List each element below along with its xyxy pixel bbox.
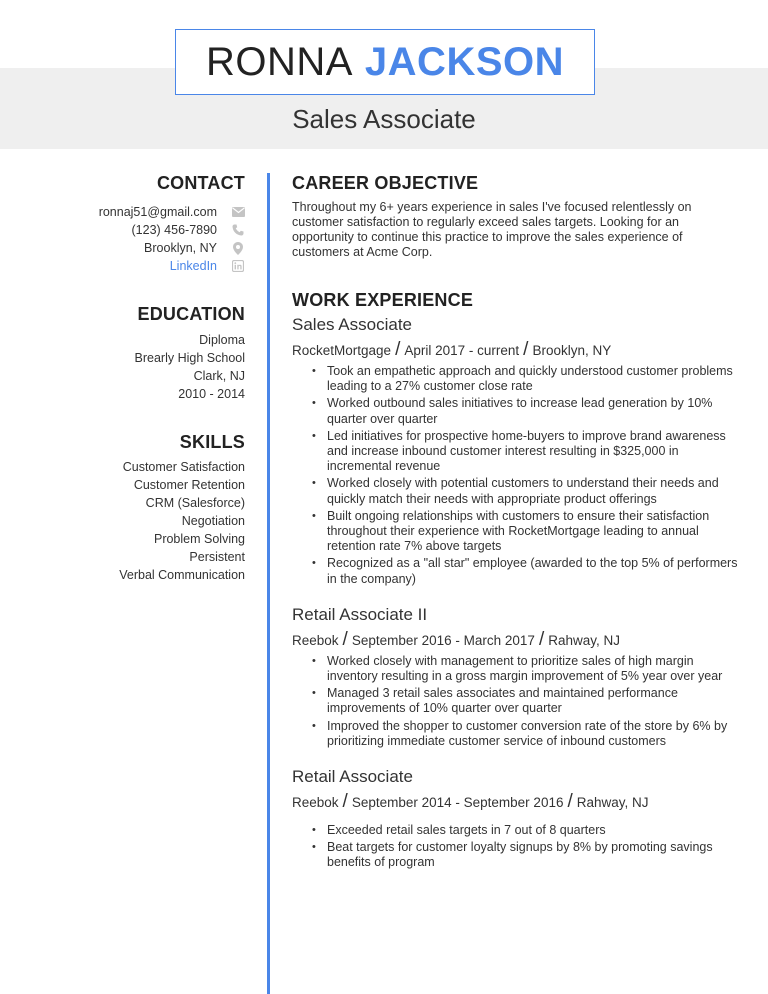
job-entry xyxy=(292,767,742,871)
job-title: Retail Associate II xyxy=(292,604,428,624)
objective-heading: CAREER OBJECTIVE xyxy=(292,173,479,193)
experience-heading: WORK EXPERIENCE xyxy=(292,290,474,310)
contact-location: Brooklyn, NY xyxy=(144,241,217,255)
bullet-item: • Worked closely with potential customers to understand their needs and quickly match their needs with appropriate product offerings xyxy=(292,476,742,506)
contact-heading: CONTACT xyxy=(156,173,245,193)
bullet-item: • Improved the shopper to customer conversion rate of the store by 6% by prioritizing immediate customer service of inbound customers xyxy=(292,719,742,749)
education-location: Clark, NJ xyxy=(193,369,245,383)
right-column xyxy=(292,173,742,873)
job-location: Brooklyn, NY xyxy=(532,343,612,358)
bullet-item: • Built ongoing relationships with customers to ensure their satisfaction throughout their experience with RocketMortgage leading to annual retention rate 7% above targets xyxy=(292,509,742,555)
job-bullets xyxy=(292,654,742,749)
bullet-item: • Worked closely with management to prioritize sales of high margin inventory resulting in a gross margin improvement of 5% year over year xyxy=(292,654,742,684)
contact-email[interactable]: ronnaj51@gmail.com xyxy=(98,205,217,219)
contact-phone[interactable]: (123) 456-7890 xyxy=(131,223,217,237)
job-dates: April 2017 - current xyxy=(404,343,520,358)
education-degree: Diploma xyxy=(199,333,245,347)
job-location: Rahway, NJ xyxy=(548,632,620,648)
meta-separator: / xyxy=(538,628,545,650)
contact-location-row xyxy=(0,239,245,257)
job-company: Reebok xyxy=(292,632,339,648)
linkedin-link[interactable]: LinkedIn xyxy=(169,259,217,273)
job-meta xyxy=(292,629,742,651)
skill-item: Problem Solving xyxy=(153,532,245,546)
job-meta xyxy=(292,339,742,361)
column-divider xyxy=(267,173,270,994)
bullet-item: • Took an empathetic approach and quickly understood customer problems leading to a 27% customer close rate xyxy=(292,364,742,394)
bullet-item: • Led initiatives for prospective home-buyers to improve brand awareness and increase inbound customer interest resulting in $325,000 in incremental revenue xyxy=(292,429,742,475)
contact-linkedin-row xyxy=(0,257,245,275)
bullet-item: • Worked outbound sales initiatives to increase lead generation by 10% quarter over quarter xyxy=(292,396,742,426)
objective-text: Throughout my 6+ years experience in sales I've focused relentlessly on customer satisfaction to regularly exceed sales targets. Looking for an opportunity to continue this practice to improve the sales experience of customers at Acme Corp. xyxy=(292,200,692,259)
job-bullets xyxy=(292,364,742,587)
left-column xyxy=(0,173,245,584)
skill-item: Verbal Communication xyxy=(119,568,245,582)
meta-separator: / xyxy=(342,791,348,813)
education-heading: EDUCATION xyxy=(137,304,245,324)
last-name: JACKSON xyxy=(364,39,565,84)
meta-separator: / xyxy=(342,628,348,650)
bullet-item: • Beat targets for customer loyalty signups by 8% by promoting savings benefits of program xyxy=(292,840,742,870)
skill-item: Persistent xyxy=(189,550,245,564)
job-company: Reebok xyxy=(292,795,339,811)
education-years: 2010 - 2014 xyxy=(178,387,245,401)
skill-item: Negotiation xyxy=(181,514,245,528)
bullet-item: • Recognized as a "all star" employee (awarded to the top 5% of performers in the company) xyxy=(292,556,742,586)
job-bullets xyxy=(292,823,742,871)
bullet-item: • Managed 3 retail sales associates and maintained performance improvements of 10% quarter over quarter xyxy=(292,686,742,716)
job-title: Sales Associate xyxy=(292,315,413,334)
location-pin-icon xyxy=(231,241,245,255)
skill-item: CRM (Salesforce) xyxy=(145,496,245,510)
first-name: RONNA xyxy=(205,39,353,84)
job-title: Sales Associate xyxy=(292,104,476,134)
skill-item: Customer Retention xyxy=(133,478,245,492)
job-entry xyxy=(292,315,742,587)
skill-item: Customer Satisfaction xyxy=(122,460,245,474)
job-entry xyxy=(292,605,742,749)
meta-separator: / xyxy=(395,339,401,360)
meta-separator: / xyxy=(523,339,529,360)
job-meta xyxy=(292,791,742,813)
education-school: Brearly High School xyxy=(134,351,245,365)
contact-phone-row xyxy=(0,221,245,239)
meta-separator: / xyxy=(567,791,573,813)
job-company: RocketMortgage xyxy=(292,343,392,358)
job-dates: September 2014 - September 2016 xyxy=(351,795,564,811)
name-box xyxy=(175,29,595,95)
skills-heading: SKILLS xyxy=(179,432,245,452)
contact-email-row xyxy=(0,203,245,221)
job-location: Rahway, NJ xyxy=(576,795,649,811)
job-title: Retail Associate xyxy=(292,767,413,787)
envelope-icon xyxy=(231,205,245,219)
bullet-item: • Exceeded retail sales targets in 7 out of 8 quarters xyxy=(292,823,742,838)
job-dates: September 2016 - March 2017 xyxy=(351,632,535,648)
phone-icon xyxy=(231,223,245,237)
linkedin-icon xyxy=(231,259,245,273)
